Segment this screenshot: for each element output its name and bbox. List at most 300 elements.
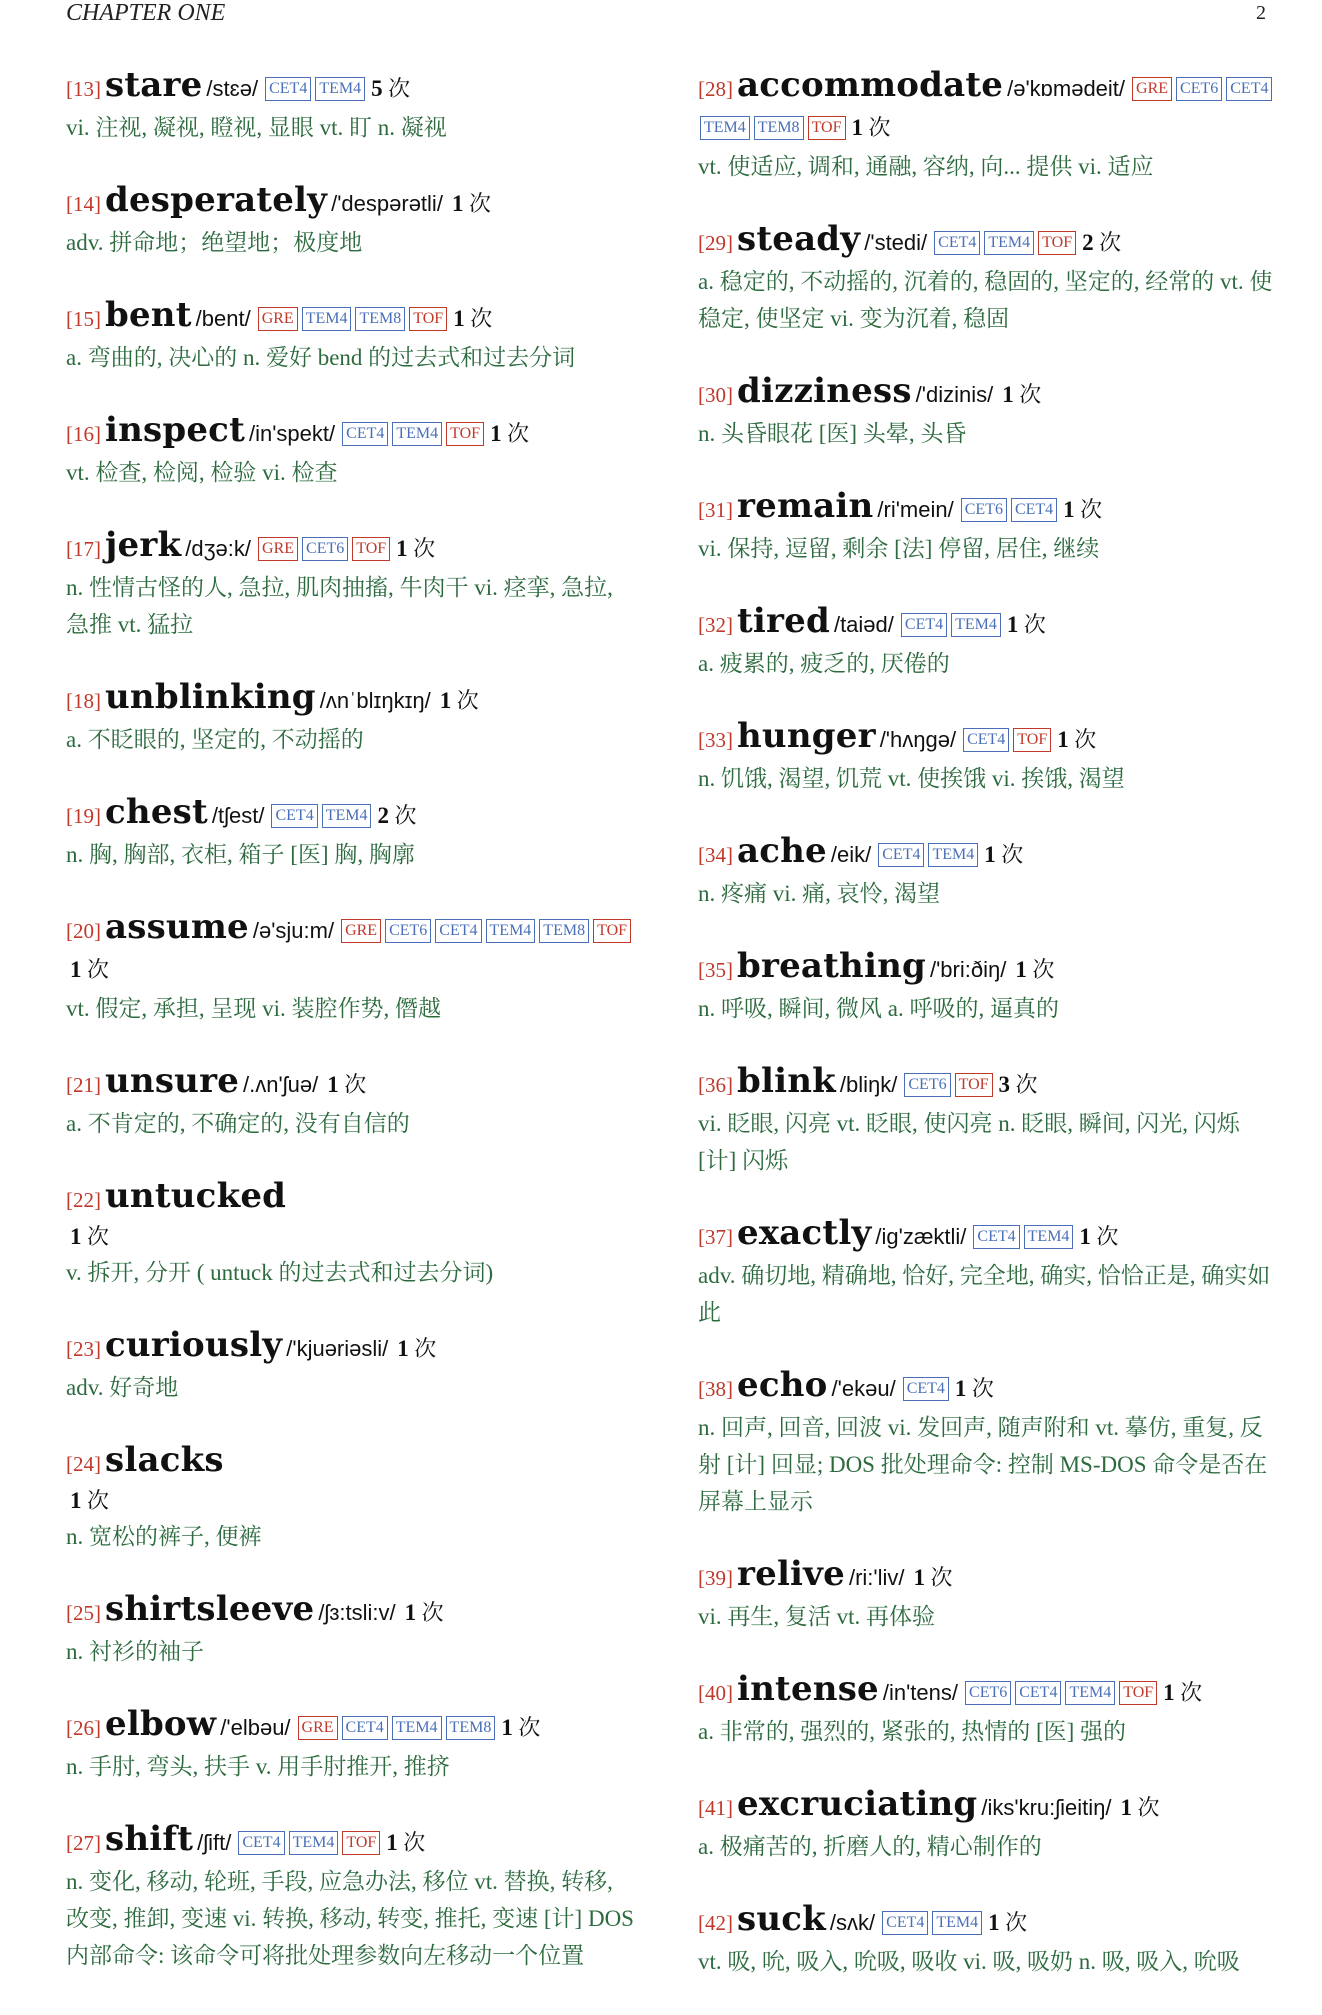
definition: n. 衬衫的袖子: [66, 1639, 204, 1664]
count-number: 1: [397, 1336, 409, 1361]
entry-number: [40]: [698, 1681, 733, 1705]
occurrence-count-line: [66, 1220, 640, 1254]
exam-tag: TEM4: [700, 116, 750, 140]
count-number: 1: [501, 1715, 513, 1740]
exam-tag: CET4: [878, 843, 924, 867]
headword: chest: [105, 792, 208, 832]
headword: stare: [105, 65, 203, 105]
exam-tag: TEM4: [951, 613, 1001, 637]
exam-tag: CET6: [385, 919, 431, 943]
vocab-entry: [66, 1705, 640, 1785]
headword: unblinking: [105, 677, 316, 717]
vocab-entry: [66, 526, 640, 643]
entry-number: [26]: [66, 1716, 101, 1740]
phonetic: /taiəd/: [833, 612, 894, 637]
entry-number: [28]: [698, 77, 733, 101]
exam-tag: TEM4: [928, 843, 978, 867]
vocab-entry: [698, 832, 1276, 912]
headword: inspect: [105, 410, 245, 450]
occurrence-count: 1 次: [1063, 497, 1103, 522]
entry-headline: [66, 1590, 640, 1633]
definition: n. 宽松的裤子, 便裤: [66, 1524, 262, 1549]
exam-tag: GRE: [258, 537, 298, 561]
occurrence-count: 1 次: [1079, 1224, 1119, 1249]
definition: a. 弯曲的, 决心的 n. 爱好 bend 的过去式和过去分词: [66, 345, 576, 370]
entry-number: [35]: [698, 958, 733, 982]
occurrence-count: 1 次: [1120, 1795, 1160, 1820]
occurrence-count: 1 次: [984, 842, 1024, 867]
definition: n. 头昏眼花 [医] 头晕, 头昏: [698, 421, 967, 446]
vocab-entry: [698, 372, 1276, 452]
entry-number: [18]: [66, 689, 101, 713]
headword: bent: [105, 295, 192, 335]
count-number: 1: [1057, 727, 1069, 752]
entry-number: [41]: [698, 1796, 733, 1820]
phonetic: /'ekəu/: [831, 1376, 896, 1401]
vocab-entry: [698, 66, 1276, 185]
entry-headline: [698, 947, 1276, 990]
phonetic: /ig'zæktli/: [875, 1224, 967, 1249]
phonetic: /stɛə/: [206, 76, 259, 101]
headword: ache: [737, 831, 827, 871]
definition: n. 手肘, 弯头, 扶手 v. 用手肘推开, 推挤: [66, 1754, 450, 1779]
entry-number: [37]: [698, 1225, 733, 1249]
occurrence-count: 1 次: [913, 1565, 953, 1590]
headword: dizziness: [737, 371, 912, 411]
entry-headline: [698, 220, 1276, 263]
headword: excruciating: [737, 1784, 978, 1824]
vocab-entry: [66, 296, 640, 376]
phonetic: /iks'kru:ʃieitiŋ/: [981, 1795, 1112, 1820]
exam-tag: TOF: [593, 919, 631, 943]
definition: adv. 好奇地: [66, 1375, 179, 1400]
exam-tag: CET4: [1226, 77, 1272, 101]
exam-tag: CET4: [903, 1377, 949, 1401]
vocab-entry: [698, 1785, 1276, 1865]
count-number: 1: [396, 536, 408, 561]
vocab-entry: [66, 1820, 640, 1974]
exam-tag: CET6: [965, 1681, 1011, 1705]
entry-headline: [66, 1705, 640, 1748]
exam-tag: TEM4: [302, 307, 352, 331]
exam-tag: TEM8: [446, 1716, 496, 1740]
phonetic: /'stedi/: [864, 230, 928, 255]
occurrence-count: 1 次: [954, 1376, 994, 1401]
headword: curiously: [105, 1325, 283, 1365]
exam-tag: CET6: [961, 498, 1007, 522]
phonetic: /.ʌn'ʃuə/: [243, 1072, 319, 1097]
occurrence-count: 3 次: [998, 1072, 1038, 1097]
occurrence-count: 1 次: [1163, 1680, 1203, 1705]
definition: v. 拆开, 分开 ( untuck 的过去式和过去分词): [66, 1260, 494, 1285]
entry-number: [31]: [698, 498, 733, 522]
count-number: 1: [453, 306, 465, 331]
count-number: 1: [386, 1830, 398, 1855]
vocab-entry: [698, 1062, 1276, 1179]
entry-headline: [698, 372, 1276, 415]
exam-tag: CET4: [934, 231, 980, 255]
entry-number: [15]: [66, 307, 101, 331]
entry-number: [21]: [66, 1073, 101, 1097]
definition: vt. 吸, 吮, 吸入, 吮吸, 吸收 vi. 吸, 吸奶 n. 吸, 吸入, 吮吸: [698, 1949, 1240, 1974]
count-number: 1: [1006, 612, 1019, 637]
entry-number: [16]: [66, 422, 101, 446]
entry-number: [36]: [698, 1073, 733, 1097]
vocab-entry: [698, 487, 1276, 567]
entry-headline: [698, 832, 1276, 875]
entry-headline: [66, 181, 640, 224]
headword: intense: [737, 1669, 879, 1709]
exam-tag: CET6: [302, 537, 348, 561]
phonetic: /ə'kɒmədeit/: [1007, 76, 1126, 101]
entry-number: [42]: [698, 1911, 733, 1935]
entry-number: [23]: [66, 1337, 101, 1361]
entry-headline: [698, 717, 1276, 760]
count-number: 1: [404, 1600, 417, 1625]
entry-number: [17]: [66, 537, 101, 561]
definition: vt. 使适应, 调和, 通融, 容纳, 向... 提供 vi. 适应: [698, 154, 1154, 179]
headword: steady: [737, 219, 861, 259]
vocab-entry: [698, 1366, 1276, 1520]
definition: a. 非常的, 强烈的, 紧张的, 热情的 [医] 强的: [698, 1719, 1127, 1744]
occurrence-count: 1 次: [1057, 727, 1097, 752]
occurrence-count: 1 次: [70, 1224, 110, 1249]
occurrence-count: 1 次: [1015, 957, 1055, 982]
definition: vt. 假定, 承担, 呈现 vi. 装腔作势, 僭越: [66, 996, 442, 1021]
entry-number: [24]: [66, 1452, 101, 1476]
exam-tag: TEM4: [486, 919, 536, 943]
definition: vi. 注视, 凝视, 瞪视, 显眼 vt. 盯 n. 凝视: [66, 115, 447, 140]
count-number: 1: [1120, 1795, 1133, 1820]
occurrence-count: 1 次: [404, 1600, 444, 1625]
definition: n. 呼吸, 瞬间, 微风 a. 呼吸的, 逼真的: [698, 996, 1059, 1021]
exam-tag: TEM8: [355, 307, 405, 331]
occurrence-count: 1 次: [70, 1488, 110, 1513]
occurrence-count: 1 次: [988, 1910, 1028, 1935]
definition: n. 疼痛 vi. 痛, 哀怜, 渴望: [698, 881, 941, 906]
entry-number: [33]: [698, 728, 733, 752]
vocab-entry: [698, 947, 1276, 1027]
phonetic: /bliŋk/: [839, 1072, 898, 1097]
exam-tag: TEM8: [754, 116, 804, 140]
count-number: 1: [490, 421, 502, 446]
occurrence-count: 1 次: [1006, 612, 1046, 637]
entry-headline: [66, 66, 640, 109]
vocab-entry: [698, 1555, 1276, 1635]
entry-headline: [66, 1441, 640, 1484]
headword: exactly: [737, 1213, 872, 1253]
exam-tag: TOF: [955, 1073, 993, 1097]
definition: a. 极痛苦的, 折磨人的, 精心制作的: [698, 1834, 1042, 1859]
exam-tag: CET4: [901, 613, 947, 637]
entry-number: [22]: [66, 1188, 101, 1212]
occurrence-count: 5 次: [371, 76, 411, 101]
headword: untucked: [105, 1176, 287, 1216]
headword: remain: [737, 486, 874, 526]
exam-tag: TEM4: [289, 1831, 339, 1855]
count-number: 3: [998, 1072, 1011, 1097]
exam-tag: TOF: [352, 537, 390, 561]
count-number: 1: [327, 1072, 339, 1097]
exam-tag: TOF: [1013, 728, 1051, 752]
headword: jerk: [105, 525, 182, 565]
count-number: 1: [70, 1224, 82, 1249]
exam-tag: CET4: [882, 1911, 928, 1935]
entry-number: [27]: [66, 1831, 101, 1855]
exam-tag: TEM4: [984, 231, 1034, 255]
phonetic: /'bri:ðiŋ/: [929, 957, 1007, 982]
exam-tag: TEM4: [932, 1911, 982, 1935]
phonetic: /ʃift/: [197, 1830, 232, 1855]
definition: n. 回声, 回音, 回波 vi. 发回声, 随声附和 vt. 摹仿, 重复, 反射 [计] 回显; DOS 批处理命令: 控制 MS-DOS 命令是否在屏幕上显示: [698, 1415, 1268, 1514]
headword: blink: [737, 1061, 836, 1101]
definition: vi. 再生, 复活 vt. 再体验: [698, 1604, 936, 1629]
count-number: 1: [984, 842, 996, 867]
vocab-entry: [66, 411, 640, 491]
exam-tag: CET6: [904, 1073, 950, 1097]
entry-number: [25]: [66, 1601, 101, 1625]
occurrence-count: 1 次: [851, 115, 891, 140]
phonetic: /tʃest/: [211, 803, 265, 828]
entry-headline: [698, 1366, 1276, 1409]
entry-number: [20]: [66, 919, 101, 943]
exam-tag: TOF: [1119, 1681, 1157, 1705]
count-number: 1: [913, 1565, 925, 1590]
count-number: 1: [1079, 1224, 1091, 1249]
definition: a. 疲累的, 疲乏的, 厌倦的: [698, 651, 950, 676]
definition: a. 不眨眼的, 坚定的, 不动摇的: [66, 727, 364, 752]
exam-tag: TEM4: [315, 77, 365, 101]
vocab-entry: [66, 66, 640, 146]
exam-tag: TEM4: [1065, 1681, 1115, 1705]
count-number: 1: [70, 957, 82, 982]
occurrence-count: 1 次: [439, 688, 479, 713]
vocab-entry: [698, 1214, 1276, 1331]
phonetic: /in'spekt/: [249, 421, 336, 446]
exam-tag: TEM4: [392, 1716, 442, 1740]
phonetic: /'despərətli/: [331, 191, 443, 216]
entry-headline: [66, 793, 640, 836]
headword: accommodate: [737, 65, 1004, 105]
entry-headline: [66, 526, 640, 569]
count-number: 2: [1082, 230, 1094, 255]
exam-tag: TEM4: [1024, 1225, 1074, 1249]
exam-tag: CET4: [1015, 1681, 1061, 1705]
phonetic: /ri'mein/: [877, 497, 954, 522]
entry-number: [38]: [698, 1377, 733, 1401]
headword: shift: [105, 1819, 194, 1859]
entry-headline: [66, 678, 640, 721]
exam-tag: CET4: [342, 422, 388, 446]
count-number: 1: [1002, 382, 1014, 407]
entry-headline: [698, 1062, 1276, 1105]
headword: hunger: [737, 716, 876, 756]
exam-tag: TOF: [446, 422, 484, 446]
exam-tag: CET4: [342, 1716, 388, 1740]
phonetic: /ə'sju:m/: [252, 918, 335, 943]
page-number: 2: [1256, 2, 1266, 24]
entry-headline: [698, 602, 1276, 645]
entry-headline: [66, 1177, 640, 1220]
vocab-entry: [66, 1441, 640, 1555]
count-number: 5: [371, 76, 383, 101]
entry-number: [29]: [698, 231, 733, 255]
phonetic: /in'tens/: [882, 1680, 959, 1705]
vocab-entry: [66, 678, 640, 758]
vocab-entry: [698, 717, 1276, 797]
vocab-entry: [66, 1590, 640, 1670]
phonetic: /'kjuəriəsli/: [286, 1336, 389, 1361]
headword: slacks: [105, 1440, 224, 1480]
vocab-entry: [66, 1326, 640, 1406]
occurrence-count: 1 次: [397, 1336, 437, 1361]
headword: relive: [737, 1554, 845, 1594]
definition: vi. 眨眼, 闪亮 vt. 眨眼, 使闪亮 n. 眨眼, 瞬间, 闪光, 闪烁 [计] 闪烁: [698, 1111, 1240, 1173]
vocab-entry: [66, 1177, 640, 1291]
occurrence-count: 2 次: [1082, 230, 1122, 255]
entry-headline: [698, 1670, 1276, 1713]
exam-tag: TEM4: [392, 422, 442, 446]
entry-headline: [66, 296, 640, 339]
vocab-entry: [66, 181, 640, 261]
phonetic: /bent/: [195, 306, 251, 331]
entry-headline: [66, 411, 640, 454]
definition: n. 变化, 移动, 轮班, 手段, 应急办法, 移位 vt. 替换, 转移, 改变, 推卸, 变速 vi. 转换, 移动, 转变, 推托, 变速 [计] DOS 内部命令: 该命令可将批处理参数向左移动一个位置: [66, 1869, 634, 1968]
exam-tag: GRE: [298, 1716, 338, 1740]
phonetic: /ʌnˈblɪŋkɪŋ/: [319, 688, 431, 713]
count-number: 1: [851, 115, 863, 140]
vocab-entry: [66, 793, 640, 873]
phonetic: /sʌk/: [829, 1910, 876, 1935]
entry-number: [30]: [698, 383, 733, 407]
entry-headline: [698, 1555, 1276, 1598]
vocab-entry: [66, 908, 640, 1027]
exam-tag: TEM8: [539, 919, 589, 943]
definition: a. 稳定的, 不动摇的, 沉着的, 稳固的, 坚定的, 经常的 vt. 使稳定, 使坚定 vi. 变为沉着, 稳固: [698, 269, 1273, 331]
headword: desperately: [105, 180, 328, 220]
right-column: [698, 66, 1276, 2015]
entry-number: [13]: [66, 77, 101, 101]
occurrence-count: 1 次: [1002, 382, 1042, 407]
headword: unsure: [105, 1061, 240, 1101]
phonetic: /dʒə:k/: [185, 536, 252, 561]
headword: echo: [737, 1365, 828, 1405]
exam-tag: TOF: [1038, 231, 1076, 255]
occurrence-count: 1 次: [451, 191, 491, 216]
entry-headline: [66, 1820, 640, 1863]
occurrence-count-line: [66, 1484, 640, 1518]
exam-tag: CET4: [1011, 498, 1057, 522]
headword: assume: [105, 907, 249, 947]
headword: suck: [737, 1899, 826, 1939]
exam-tag: TEM4: [322, 804, 372, 828]
exam-tag: CET4: [973, 1225, 1019, 1249]
phonetic: /'elbəu/: [220, 1715, 291, 1740]
phonetic: /ʃɜ:tsli:v/: [318, 1600, 396, 1625]
phonetic: /ri:'liv/: [848, 1565, 905, 1590]
entry-headline: [66, 1062, 640, 1105]
occurrence-count: 1 次: [327, 1072, 367, 1097]
left-column: [66, 66, 640, 2009]
page-header: [66, 0, 1266, 30]
chapter-title: CHAPTER ONE: [66, 0, 226, 26]
count-number: 1: [954, 1376, 967, 1401]
entry-headline: [698, 66, 1276, 148]
exam-tag: CET4: [238, 1831, 284, 1855]
entry-number: [14]: [66, 192, 101, 216]
occurrence-count: 1 次: [396, 536, 436, 561]
definition: a. 不肯定的, 不确定的, 没有自信的: [66, 1111, 410, 1136]
occurrence-count: 1 次: [490, 421, 530, 446]
occurrence-count: 1 次: [501, 1715, 541, 1740]
entry-headline: [698, 487, 1276, 530]
count-number: 1: [439, 688, 452, 713]
occurrence-count: 1 次: [453, 306, 493, 331]
entry-number: [34]: [698, 843, 733, 867]
occurrence-count: 1 次: [70, 957, 110, 982]
headword: elbow: [105, 1704, 217, 1744]
exam-tag: GRE: [1132, 77, 1172, 101]
count-number: 1: [1063, 497, 1075, 522]
exam-tag: TOF: [409, 307, 447, 331]
exam-tag: CET4: [435, 919, 481, 943]
exam-tag: TOF: [342, 1831, 380, 1855]
vocab-entry: [698, 602, 1276, 682]
count-number: 2: [377, 803, 389, 828]
definition: n. 性情古怪的人, 急拉, 肌肉抽搐, 牛肉干 vi. 痉挛, 急拉, 急推 vt. 猛拉: [66, 575, 613, 637]
exam-tag: CET4: [265, 77, 311, 101]
entry-number: [19]: [66, 804, 101, 828]
exam-tag: CET4: [963, 728, 1009, 752]
entry-headline: [66, 908, 640, 990]
vocab-entry: [698, 1670, 1276, 1750]
headword: breathing: [737, 946, 926, 986]
vocab-entry: [66, 1062, 640, 1142]
exam-tag: CET4: [271, 804, 317, 828]
entry-headline: [698, 1900, 1276, 1943]
count-number: 1: [1163, 1680, 1175, 1705]
entry-headline: [698, 1214, 1276, 1257]
definition: vt. 检查, 检阅, 检验 vi. 检查: [66, 460, 338, 485]
phonetic: /eik/: [830, 842, 872, 867]
definition: adv. 确切地, 精确地, 恰好, 完全地, 确实, 恰恰正是, 确实如此: [698, 1263, 1271, 1325]
occurrence-count: 1 次: [386, 1830, 426, 1855]
entry-headline: [698, 1785, 1276, 1828]
definition: adv. 拼命地；绝望地；极度地: [66, 230, 363, 255]
definition: vi. 保持, 逗留, 剩余 [法] 停留, 居住, 继续: [698, 536, 1100, 561]
exam-tag: CET6: [1176, 77, 1222, 101]
exam-tag: GRE: [341, 919, 381, 943]
count-number: 1: [1015, 957, 1027, 982]
phonetic: /'dizinis/: [915, 382, 994, 407]
exam-tag: GRE: [258, 307, 298, 331]
occurrence-count: 2 次: [377, 803, 417, 828]
vocab-entry: [698, 1900, 1276, 1980]
count-number: 1: [451, 191, 464, 216]
entry-number: [39]: [698, 1566, 733, 1590]
definition: n. 饥饿, 渴望, 饥荒 vt. 使挨饿 vi. 挨饿, 渴望: [698, 766, 1125, 791]
count-number: 1: [70, 1488, 82, 1513]
exam-tag: TOF: [808, 116, 846, 140]
definition: n. 胸, 胸部, 衣柜, 箱子 [医] 胸, 胸廓: [66, 842, 415, 867]
phonetic: /'hʌŋgə/: [879, 727, 957, 752]
headword: tired: [737, 601, 830, 641]
headword: shirtsleeve: [105, 1589, 315, 1629]
vocab-entry: [698, 220, 1276, 337]
entry-headline: [66, 1326, 640, 1369]
count-number: 1: [988, 1910, 1000, 1935]
entry-number: [32]: [698, 613, 733, 637]
